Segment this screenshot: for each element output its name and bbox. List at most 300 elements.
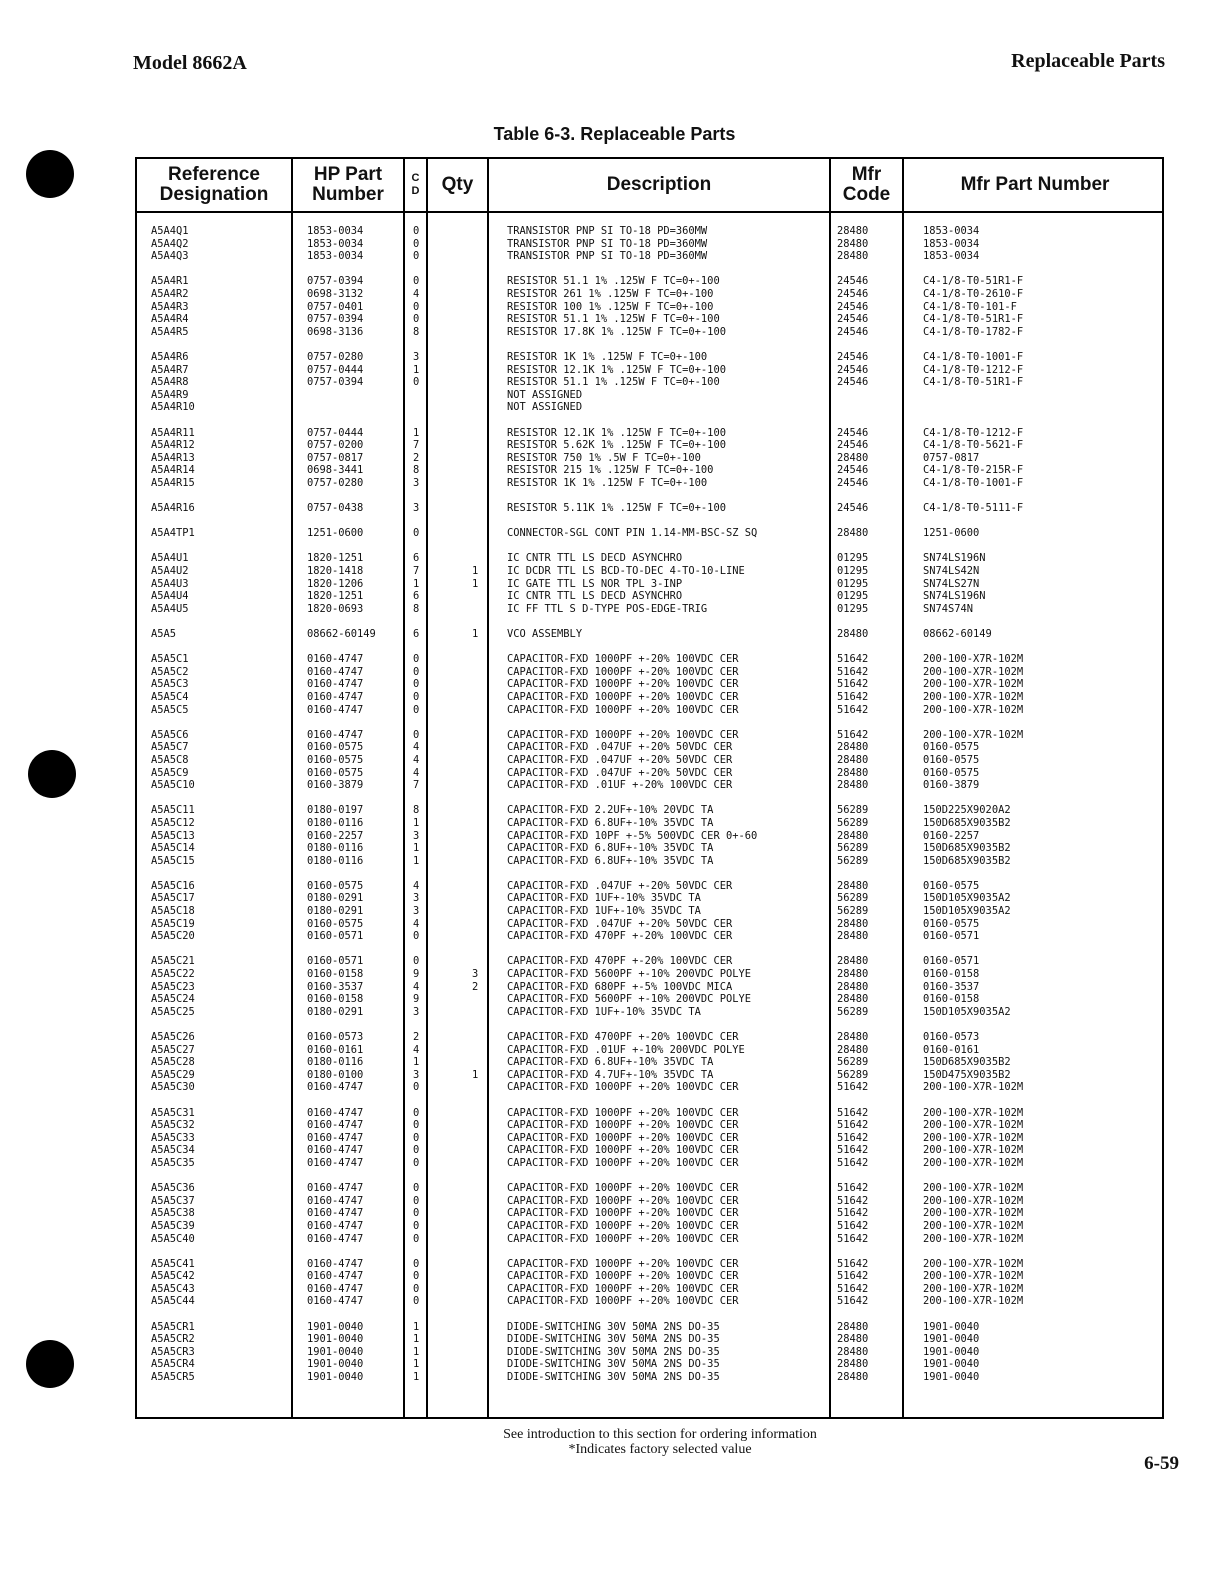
description-cell: RESISTOR 1K 1% .125W F TC=0+-100 bbox=[507, 350, 708, 363]
hp-part-cell: 0160-0575 bbox=[307, 741, 364, 754]
mfr-code-cell: 56289 bbox=[837, 1068, 869, 1081]
mfr-part-cell: 0160-3879 bbox=[923, 779, 980, 792]
ref-cell: A5A4Q3 bbox=[151, 250, 189, 263]
description-cell: CAPACITOR-FXD .01UF +-10% 200VDC POLYE bbox=[507, 1043, 745, 1056]
hp-part-cell: 0160-4747 bbox=[307, 1182, 364, 1195]
hp-part-cell: 0698-3132 bbox=[307, 287, 364, 300]
description-cell: IC FF TTL S D-TYPE POS-EDGE-TRIG bbox=[507, 602, 708, 615]
mfr-code-cell: 24546 bbox=[837, 313, 869, 326]
table-row bbox=[137, 364, 1162, 377]
mfr-code-cell: 51642 bbox=[837, 1257, 869, 1270]
ref-cell: A5A4U3 bbox=[151, 577, 189, 590]
ref-cell: A5A5C28 bbox=[151, 1056, 195, 1069]
table-row bbox=[137, 376, 1162, 389]
mfr-code-cell: 51642 bbox=[837, 1194, 869, 1207]
mfr-code-cell: 24546 bbox=[837, 476, 869, 489]
table-row bbox=[137, 754, 1162, 767]
hp-part-cell: 0160-4747 bbox=[307, 1131, 364, 1144]
ref-cell: A5A5C25 bbox=[151, 1005, 195, 1018]
mfr-code-cell: 51642 bbox=[837, 1106, 869, 1119]
mfr-code-cell: 28480 bbox=[837, 766, 869, 779]
hp-part-cell: 0160-4747 bbox=[307, 690, 364, 703]
mfr-code-cell: 28480 bbox=[837, 779, 869, 792]
cd-cell: 0 bbox=[413, 527, 420, 540]
hp-part-cell: 0160-0575 bbox=[307, 917, 364, 930]
table-row bbox=[137, 326, 1162, 339]
hp-part-cell: 0160-0571 bbox=[307, 930, 364, 943]
hp-part-cell: 0757-0817 bbox=[307, 451, 364, 464]
table-row bbox=[137, 1056, 1162, 1069]
hp-part-cell: 0160-4747 bbox=[307, 1081, 364, 1094]
mfr-part-cell: C4-1/8-T0-5111-F bbox=[923, 502, 1024, 515]
mfr-part-cell: 150D685X9035B2 bbox=[923, 1056, 1011, 1069]
description-cell: CAPACITOR-FXD 1000PF +-20% 100VDC CER bbox=[507, 1182, 739, 1195]
mfr-part-cell: 1251-0600 bbox=[923, 527, 980, 540]
ref-cell: A5A5CR5 bbox=[151, 1371, 195, 1384]
mfr-part-cell: 1853-0034 bbox=[923, 225, 980, 237]
ref-cell: A5A5C9 bbox=[151, 766, 189, 779]
cd-cell: 3 bbox=[413, 905, 420, 918]
table-row bbox=[137, 1233, 1162, 1246]
description-cell: CAPACITOR-FXD 1000PF +-20% 100VDC CER bbox=[507, 1144, 739, 1157]
description-cell: CAPACITOR-FXD 5600PF +-10% 200VDC POLYE bbox=[507, 993, 751, 1006]
hp-part-cell: 0160-0158 bbox=[307, 993, 364, 1006]
ref-cell: A5A4U2 bbox=[151, 565, 189, 578]
mfr-code-cell: 01295 bbox=[837, 552, 869, 565]
table-row bbox=[137, 678, 1162, 691]
table-row bbox=[137, 968, 1162, 981]
cd-cell: 1 bbox=[413, 577, 420, 590]
ref-cell: A5A4R11 bbox=[151, 426, 195, 439]
table-row bbox=[137, 238, 1162, 251]
mfr-part-cell: 0160-3537 bbox=[923, 980, 980, 993]
hp-part-cell: 0180-0197 bbox=[307, 804, 364, 817]
cd-cell: 0 bbox=[413, 1144, 420, 1157]
col-header-mfr-code: Mfr Code bbox=[842, 164, 891, 205]
table-row bbox=[137, 628, 1162, 641]
cd-cell: 1 bbox=[413, 842, 420, 855]
mfr-part-cell: C4-1/8-T0-1001-F bbox=[923, 350, 1024, 363]
description-cell: CAPACITOR-FXD 1000PF +-20% 100VDC CER bbox=[507, 1194, 739, 1207]
description-cell: RESISTOR 5.62K 1% .125W F TC=0+-100 bbox=[507, 439, 726, 452]
cd-cell: 0 bbox=[413, 376, 420, 389]
mfr-part-cell: 0160-0575 bbox=[923, 753, 980, 766]
description-cell: CAPACITOR-FXD 1000PF +-20% 100VDC CER bbox=[507, 678, 739, 691]
table-row bbox=[137, 981, 1162, 994]
description-cell: CAPACITOR-FXD 4.7UF+-10% 35VDC TA bbox=[507, 1068, 714, 1081]
cd-cell: 4 bbox=[413, 917, 420, 930]
table-row bbox=[137, 1207, 1162, 1220]
table-row bbox=[137, 955, 1162, 968]
ref-cell: A5A4R16 bbox=[151, 502, 195, 515]
ref-cell: A5A5C21 bbox=[151, 955, 195, 968]
ref-cell: A5A4R4 bbox=[151, 313, 189, 326]
table-row bbox=[137, 729, 1162, 742]
mfr-code-cell: 56289 bbox=[837, 905, 869, 918]
table-row bbox=[137, 930, 1162, 943]
description-cell: CAPACITOR-FXD 1000PF +-20% 100VDC CER bbox=[507, 703, 739, 716]
hp-part-cell: 0757-0444 bbox=[307, 363, 364, 376]
ref-cell: A5A4Q2 bbox=[151, 237, 189, 250]
ref-cell: A5A5C41 bbox=[151, 1257, 195, 1270]
mfr-part-cell: 200-100-X7R-102M bbox=[923, 1295, 1024, 1308]
ref-cell: A5A5C5 bbox=[151, 703, 189, 716]
mfr-part-cell: 1853-0034 bbox=[923, 237, 980, 250]
table-row bbox=[137, 477, 1162, 490]
table-row bbox=[137, 1031, 1162, 1044]
description-cell: CAPACITOR-FXD 6.8UF+-10% 35VDC TA bbox=[507, 842, 714, 855]
page-number: 6-59 bbox=[1144, 1453, 1179, 1474]
table-row bbox=[137, 1283, 1162, 1296]
table-row bbox=[137, 427, 1162, 440]
parts-table bbox=[135, 157, 1164, 1419]
ref-cell: A5A5C7 bbox=[151, 741, 189, 754]
mfr-code-cell: 28480 bbox=[837, 955, 869, 968]
mfr-code-cell: 51642 bbox=[837, 1207, 869, 1220]
hp-part-cell: 0160-4747 bbox=[307, 653, 364, 666]
cd-cell: 9 bbox=[413, 993, 420, 1006]
description-cell: DIODE-SWITCHING 30V 50MA 2NS DO-35 bbox=[507, 1371, 720, 1384]
hp-part-cell: 0180-0116 bbox=[307, 1056, 364, 1069]
mfr-part-cell: 1853-0034 bbox=[923, 250, 980, 263]
cd-cell: 7 bbox=[413, 565, 420, 578]
table-row bbox=[137, 1295, 1162, 1308]
table-row bbox=[137, 565, 1162, 578]
table-row bbox=[137, 1144, 1162, 1157]
table-row bbox=[137, 741, 1162, 754]
hp-part-cell: 1901-0040 bbox=[307, 1371, 364, 1384]
table-title: Table 6-3. Replaceable Parts bbox=[493, 124, 736, 144]
mfr-code-cell: 24546 bbox=[837, 275, 869, 288]
description-cell: CAPACITOR-FXD .01UF +-20% 100VDC CER bbox=[507, 779, 733, 792]
ref-cell: A5A5CR4 bbox=[151, 1358, 195, 1371]
mfr-part-cell: C4-1/8-T0-101-F bbox=[923, 300, 1017, 313]
table-row bbox=[137, 1270, 1162, 1283]
mfr-part-cell: 0160-0158 bbox=[923, 968, 980, 981]
hp-part-cell: 0160-4747 bbox=[307, 1282, 364, 1295]
table-row bbox=[137, 288, 1162, 301]
cd-cell: 3 bbox=[413, 1068, 420, 1081]
description-cell: RESISTOR 100 1% .125W F TC=0+-100 bbox=[507, 300, 714, 313]
table-row bbox=[137, 1346, 1162, 1359]
cd-cell: 1 bbox=[413, 1345, 420, 1358]
table-row bbox=[137, 704, 1162, 717]
ref-cell: A5A5C37 bbox=[151, 1194, 195, 1207]
qty-cell: 1 bbox=[472, 565, 479, 578]
mfr-part-cell: C4-1/8-T0-51R1-F bbox=[923, 275, 1024, 288]
ref-cell: A5A4U4 bbox=[151, 590, 189, 603]
mfr-code-cell: 51642 bbox=[837, 1156, 869, 1169]
mfr-part-cell: 200-100-X7R-102M bbox=[923, 1081, 1024, 1094]
description-cell: CAPACITOR-FXD 1000PF +-20% 100VDC CER bbox=[507, 1207, 739, 1220]
hp-part-cell: 0160-4747 bbox=[307, 665, 364, 678]
ref-cell: A5A5C12 bbox=[151, 816, 195, 829]
mfr-part-cell: 200-100-X7R-102M bbox=[923, 1106, 1024, 1119]
cd-cell: 1 bbox=[413, 1320, 420, 1333]
ref-cell: A5A5C1 bbox=[151, 653, 189, 666]
mfr-code-cell: 51642 bbox=[837, 1295, 869, 1308]
table-row bbox=[137, 892, 1162, 905]
cd-cell: 0 bbox=[413, 1232, 420, 1245]
mfr-code-cell: 51642 bbox=[837, 1282, 869, 1295]
hp-part-cell: 0757-0280 bbox=[307, 350, 364, 363]
mfr-code-cell: 28480 bbox=[837, 930, 869, 943]
description-cell: DIODE-SWITCHING 30V 50MA 2NS DO-35 bbox=[507, 1333, 720, 1346]
qty-cell: 1 bbox=[472, 577, 479, 590]
mfr-part-cell: 200-100-X7R-102M bbox=[923, 1119, 1024, 1132]
mfr-code-cell: 24546 bbox=[837, 426, 869, 439]
cd-cell: 0 bbox=[413, 1131, 420, 1144]
mfr-code-cell: 56289 bbox=[837, 1005, 869, 1018]
table-row bbox=[137, 905, 1162, 918]
description-cell: RESISTOR 215 1% .125W F TC=0+-100 bbox=[507, 464, 714, 477]
cd-cell: 3 bbox=[413, 1005, 420, 1018]
mfr-code-cell: 51642 bbox=[837, 728, 869, 741]
ref-cell: A5A5C36 bbox=[151, 1182, 195, 1195]
table-row bbox=[137, 666, 1162, 679]
hp-part-cell: 0757-0280 bbox=[307, 476, 364, 489]
cd-cell: 0 bbox=[413, 1106, 420, 1119]
mfr-part-cell: C4-1/8-T0-2610-F bbox=[923, 287, 1024, 300]
description-cell: RESISTOR 5.11K 1% .125W F TC=0+-100 bbox=[507, 502, 726, 515]
ref-cell: A5A5C33 bbox=[151, 1131, 195, 1144]
ref-cell: A5A5C10 bbox=[151, 779, 195, 792]
cd-cell: 0 bbox=[413, 250, 420, 263]
table-row bbox=[137, 301, 1162, 314]
description-cell: VCO ASSEMBLY bbox=[507, 628, 583, 640]
hp-part-cell: 0757-0444 bbox=[307, 426, 364, 439]
hp-part-cell: 1853-0034 bbox=[307, 250, 364, 263]
ref-cell: A5A4R5 bbox=[151, 325, 189, 338]
mfr-code-cell: 01295 bbox=[837, 577, 869, 590]
hp-part-cell: 0160-4747 bbox=[307, 1119, 364, 1132]
mfr-code-cell: 28480 bbox=[837, 250, 869, 263]
description-cell: CAPACITOR-FXD 5600PF +-10% 200VDC POLYE bbox=[507, 968, 751, 981]
description-cell: RESISTOR 261 1% .125W F TC=0+-100 bbox=[507, 287, 714, 300]
hp-part-cell: 1820-1251 bbox=[307, 590, 364, 603]
ref-cell: A5A5C26 bbox=[151, 1031, 195, 1043]
cd-cell: 0 bbox=[413, 678, 420, 691]
table-row bbox=[137, 401, 1162, 414]
table-row bbox=[137, 993, 1162, 1006]
cd-cell: 1 bbox=[413, 363, 420, 376]
hp-part-cell: 0160-3879 bbox=[307, 779, 364, 792]
hp-part-cell: 0160-4747 bbox=[307, 728, 364, 741]
description-cell: CAPACITOR-FXD 680PF +-5% 100VDC MICA bbox=[507, 980, 733, 993]
mfr-code-cell: 28480 bbox=[837, 237, 869, 250]
hp-part-cell: 0180-0116 bbox=[307, 842, 364, 855]
ref-cell: A5A5C34 bbox=[151, 1144, 195, 1157]
description-cell: DIODE-SWITCHING 30V 50MA 2NS DO-35 bbox=[507, 1320, 720, 1333]
mfr-code-cell: 24546 bbox=[837, 325, 869, 338]
ref-cell: A5A4R14 bbox=[151, 464, 195, 477]
table-row bbox=[137, 250, 1162, 263]
ref-cell: A5A4R2 bbox=[151, 287, 189, 300]
description-cell: IC GATE TTL LS NOR TPL 3-INP bbox=[507, 577, 683, 590]
mfr-code-cell: 28480 bbox=[837, 980, 869, 993]
hp-part-cell: 0160-0571 bbox=[307, 955, 364, 968]
table-row bbox=[137, 1006, 1162, 1019]
mfr-code-cell: 01295 bbox=[837, 590, 869, 603]
table-row bbox=[137, 1321, 1162, 1334]
cd-cell: 4 bbox=[413, 753, 420, 766]
mfr-code-cell: 51642 bbox=[837, 1119, 869, 1132]
hp-part-cell: 0180-0100 bbox=[307, 1068, 364, 1081]
description-cell: CAPACITOR-FXD .047UF +-20% 50VDC CER bbox=[507, 753, 733, 766]
table-row bbox=[137, 779, 1162, 792]
mfr-part-cell: 0160-0573 bbox=[923, 1031, 980, 1043]
description-cell: NOT ASSIGNED bbox=[507, 388, 583, 401]
cd-cell: 8 bbox=[413, 325, 420, 338]
mfr-part-cell: 200-100-X7R-102M bbox=[923, 653, 1024, 666]
table-row bbox=[137, 1044, 1162, 1057]
mfr-code-cell: 28480 bbox=[837, 993, 869, 1006]
hp-part-cell: 0698-3441 bbox=[307, 464, 364, 477]
ref-cell: A5A5C22 bbox=[151, 968, 195, 981]
mfr-code-cell: 56289 bbox=[837, 892, 869, 905]
description-cell: CAPACITOR-FXD 1UF+-10% 35VDC TA bbox=[507, 892, 701, 905]
cd-cell: 4 bbox=[413, 287, 420, 300]
mfr-part-cell: 08662-60149 bbox=[923, 628, 992, 640]
mfr-part-cell: 1901-0040 bbox=[923, 1320, 980, 1333]
mfr-code-cell: 28480 bbox=[837, 829, 869, 842]
table-row bbox=[137, 855, 1162, 868]
cd-cell: 1 bbox=[413, 854, 420, 867]
hp-part-cell: 0160-4747 bbox=[307, 1270, 364, 1283]
cd-cell: 0 bbox=[413, 1194, 420, 1207]
ref-cell: A5A5C3 bbox=[151, 678, 189, 691]
qty-cell: 1 bbox=[472, 628, 479, 640]
ref-cell: A5A5C23 bbox=[151, 980, 195, 993]
cd-cell: 1 bbox=[413, 1358, 420, 1371]
ref-cell: A5A5C20 bbox=[151, 930, 195, 943]
mfr-code-cell: 51642 bbox=[837, 665, 869, 678]
mfr-part-cell: 0160-0575 bbox=[923, 766, 980, 779]
mfr-code-cell: 51642 bbox=[837, 678, 869, 691]
mfr-part-cell: 0160-0575 bbox=[923, 917, 980, 930]
mfr-code-cell: 56289 bbox=[837, 1056, 869, 1069]
mfr-code-cell: 28480 bbox=[837, 628, 869, 640]
ref-cell: A5A4R9 bbox=[151, 388, 189, 401]
ref-cell: A5A5C6 bbox=[151, 728, 189, 741]
mfr-code-cell: 01295 bbox=[837, 602, 869, 615]
mfr-code-cell: 51642 bbox=[837, 1182, 869, 1195]
hp-part-cell: 1820-1206 bbox=[307, 577, 364, 590]
hp-part-cell: 1820-1251 bbox=[307, 552, 364, 565]
ref-cell: A5A5C11 bbox=[151, 804, 195, 817]
cd-cell: 0 bbox=[413, 728, 420, 741]
cd-cell: 3 bbox=[413, 892, 420, 905]
ref-cell: A5A5C35 bbox=[151, 1156, 195, 1169]
hp-part-cell: 0757-0438 bbox=[307, 502, 364, 515]
table-row bbox=[137, 502, 1162, 515]
description-cell: CAPACITOR-FXD 1000PF +-20% 100VDC CER bbox=[507, 1257, 739, 1270]
description-cell: CAPACITOR-FXD 1000PF +-20% 100VDC CER bbox=[507, 1119, 739, 1132]
description-cell: CAPACITOR-FXD 6.8UF+-10% 35VDC TA bbox=[507, 1056, 714, 1069]
description-cell: CAPACITOR-FXD 1000PF +-20% 100VDC CER bbox=[507, 690, 739, 703]
description-cell: CAPACITOR-FXD 1000PF +-20% 100VDC CER bbox=[507, 1232, 739, 1245]
table-row bbox=[137, 1220, 1162, 1233]
ref-cell: A5A5C40 bbox=[151, 1232, 195, 1245]
mfr-code-cell: 28480 bbox=[837, 753, 869, 766]
cd-cell: 0 bbox=[413, 1156, 420, 1169]
table-row bbox=[137, 880, 1162, 893]
cd-cell: 0 bbox=[413, 955, 420, 968]
footer-line-2: *Indicates factory selected value bbox=[568, 1442, 752, 1457]
description-cell: CONNECTOR-SGL CONT PIN 1.14-MM-BSC-SZ SQ bbox=[507, 527, 758, 540]
ref-cell: A5A5C38 bbox=[151, 1207, 195, 1220]
table-body bbox=[137, 225, 1162, 1384]
hp-part-cell: 0160-4747 bbox=[307, 703, 364, 716]
cd-cell: 0 bbox=[413, 1182, 420, 1195]
mfr-part-cell: SN74LS196N bbox=[923, 590, 986, 603]
hp-part-cell: 0160-4747 bbox=[307, 1106, 364, 1119]
ref-cell: A5A5C39 bbox=[151, 1219, 195, 1232]
table-row bbox=[137, 275, 1162, 288]
ref-cell: A5A5C44 bbox=[151, 1295, 195, 1308]
cd-cell: 3 bbox=[413, 476, 420, 489]
description-cell: CAPACITOR-FXD 1000PF +-20% 100VDC CER bbox=[507, 1106, 739, 1119]
mfr-part-cell: 0160-2257 bbox=[923, 829, 980, 842]
mfr-code-cell: 24546 bbox=[837, 287, 869, 300]
hp-part-cell: 1853-0034 bbox=[307, 237, 364, 250]
table-row bbox=[137, 464, 1162, 477]
mfr-code-cell: 56289 bbox=[837, 804, 869, 817]
cd-cell: 3 bbox=[413, 502, 420, 515]
table-row bbox=[137, 1132, 1162, 1145]
mfr-part-cell: 1901-0040 bbox=[923, 1358, 980, 1371]
ref-cell: A5A5C13 bbox=[151, 829, 195, 842]
description-cell: RESISTOR 12.1K 1% .125W F TC=0+-100 bbox=[507, 426, 726, 439]
table-row bbox=[137, 1358, 1162, 1371]
description-cell: CAPACITOR-FXD 1000PF +-20% 100VDC CER bbox=[507, 653, 739, 666]
mfr-code-cell: 24546 bbox=[837, 363, 869, 376]
col-header-cd: C D bbox=[411, 172, 420, 197]
table-row bbox=[137, 653, 1162, 666]
hp-part-cell: 0160-4747 bbox=[307, 678, 364, 691]
mfr-part-cell: 200-100-X7R-102M bbox=[923, 1131, 1024, 1144]
description-cell: CAPACITOR-FXD 1000PF +-20% 100VDC CER bbox=[507, 1295, 739, 1308]
cd-cell: 4 bbox=[413, 741, 420, 754]
mfr-code-cell: 28480 bbox=[837, 1031, 869, 1043]
mfr-part-cell: 150D475X9035B2 bbox=[923, 1068, 1011, 1081]
ref-cell: A5A4R1 bbox=[151, 275, 189, 288]
table-row bbox=[137, 452, 1162, 465]
mfr-code-cell: 28480 bbox=[837, 968, 869, 981]
cd-cell: 0 bbox=[413, 665, 420, 678]
mfr-part-cell: 150D225X9020A2 bbox=[923, 804, 1011, 817]
mfr-code-cell: 51642 bbox=[837, 1219, 869, 1232]
mfr-code-cell: 28480 bbox=[837, 1043, 869, 1056]
cd-cell: 2 bbox=[413, 451, 420, 464]
description-cell: TRANSISTOR PNP SI TO-18 PD=360MW bbox=[507, 237, 708, 250]
ref-cell: A5A5C19 bbox=[151, 917, 195, 930]
mfr-part-cell: 200-100-X7R-102M bbox=[923, 1144, 1024, 1157]
cd-cell: 0 bbox=[413, 300, 420, 313]
mfr-part-cell: 0160-0571 bbox=[923, 955, 980, 968]
table-row bbox=[137, 1081, 1162, 1094]
ref-cell: A5A5CR3 bbox=[151, 1345, 195, 1358]
cd-cell: 1 bbox=[413, 816, 420, 829]
hp-part-cell: 0160-4747 bbox=[307, 1257, 364, 1270]
hp-part-cell: 0757-0394 bbox=[307, 275, 364, 288]
mfr-code-cell: 24546 bbox=[837, 464, 869, 477]
punch-hole-middle bbox=[28, 750, 76, 798]
mfr-part-cell: 0160-0575 bbox=[923, 879, 980, 892]
mfr-part-cell: C4-1/8-T0-1001-F bbox=[923, 476, 1024, 489]
table-row bbox=[137, 1333, 1162, 1346]
mfr-part-cell: 200-100-X7R-102M bbox=[923, 665, 1024, 678]
